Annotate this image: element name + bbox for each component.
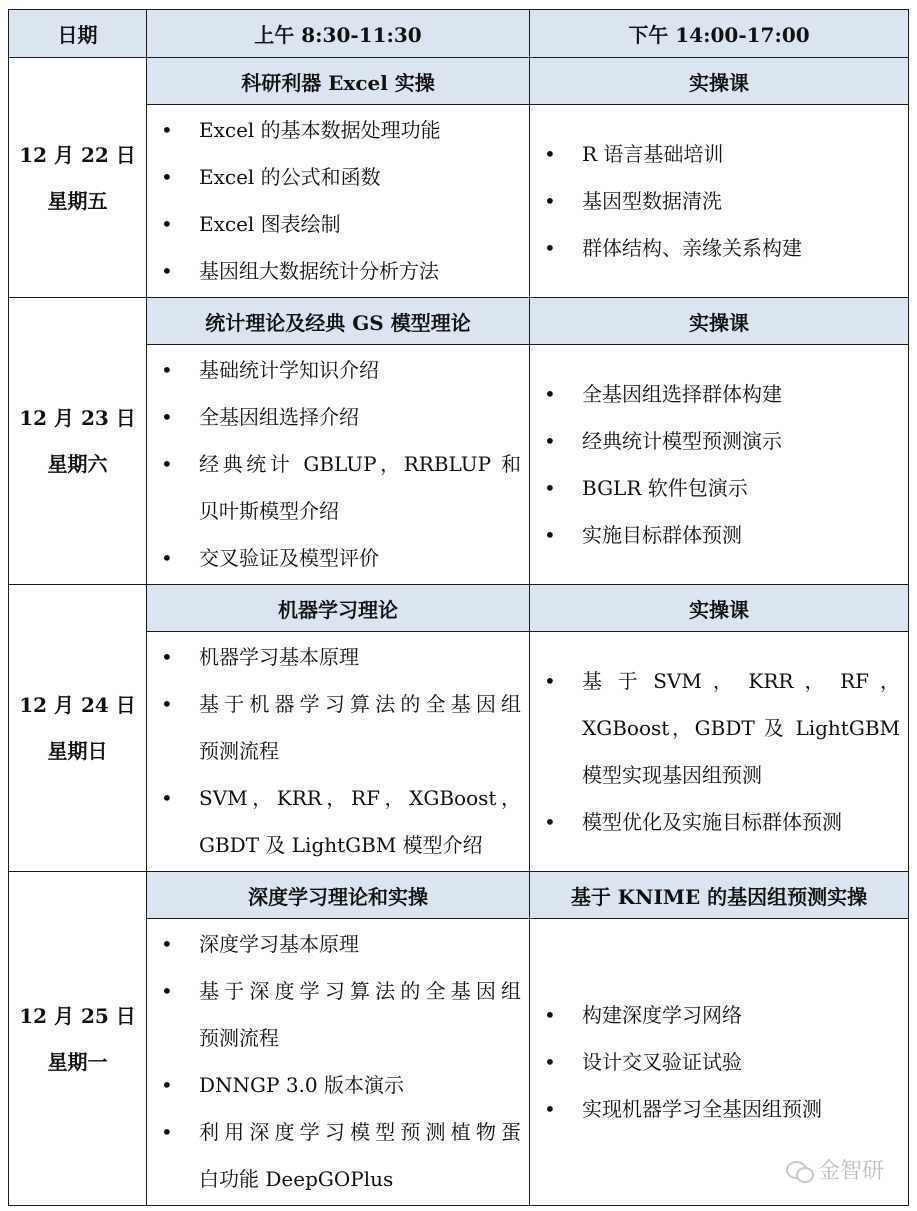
- list-item-text: Excel 的基本数据处理功能: [199, 118, 441, 142]
- morning-list: [147, 347, 529, 582]
- date-label: 12 月 25 日: [19, 1003, 136, 1028]
- list-item-text: 实施目标群体预测: [582, 522, 742, 547]
- morning-session-title: 深度学习理论和实操: [147, 872, 530, 919]
- list-item: [530, 225, 908, 272]
- bullet-icon: •: [161, 786, 173, 810]
- bullet-icon: •: [161, 118, 173, 142]
- list-item-text: R 语言基础培训: [582, 141, 724, 166]
- list-item-text: 基因组大数据统计分析方法: [199, 259, 439, 283]
- afternoon-list-cell: [530, 105, 909, 298]
- list-item-text: 设计交叉验证试验: [582, 1049, 742, 1074]
- bullet-icon: •: [544, 1096, 556, 1121]
- schedule-table: [8, 9, 909, 1206]
- afternoon-session-title: 实操课: [530, 298, 909, 345]
- list-item: [147, 681, 529, 775]
- morning-session-title: 统计理论及经典 GS 模型理论: [147, 298, 530, 345]
- bullet-icon: •: [161, 979, 173, 1003]
- list-item-text: 白功能 DeepGOPlus: [199, 1167, 394, 1191]
- date-label: 12 月 23 日: [19, 406, 136, 430]
- list-item-text: 深度学习基本原理: [199, 932, 359, 956]
- morning-list-cell: [147, 105, 530, 298]
- list-item-text: 基于机器学习算法的全基因组: [199, 692, 521, 716]
- header-afternoon: 下午 14:00-17:00: [530, 10, 909, 58]
- list-item: [147, 154, 529, 201]
- afternoon-list: [530, 131, 908, 272]
- bullet-icon: •: [161, 358, 173, 382]
- list-item: [147, 968, 529, 1062]
- session-title-row: [9, 298, 909, 345]
- list-item: [147, 775, 529, 869]
- afternoon-list: [530, 371, 908, 559]
- list-item-text: 利用深度学习模型预测植物蛋: [199, 1120, 521, 1144]
- list-item-text: BGLR 软件包演示: [582, 475, 748, 500]
- list-item-text: 全基因组选择群体构建: [582, 381, 782, 406]
- date-cell: [9, 298, 147, 585]
- bullet-icon: •: [544, 428, 556, 453]
- list-item-text: Excel 的公式和函数: [199, 165, 381, 189]
- date-cell: [9, 585, 147, 872]
- bullet-icon: •: [544, 809, 556, 834]
- session-title-row: [9, 872, 909, 919]
- session-title-row: [9, 585, 909, 632]
- list-item: [147, 201, 529, 248]
- session-title-row: [9, 58, 909, 105]
- morning-list: [147, 921, 529, 1203]
- bullet-icon: •: [544, 668, 556, 693]
- bullet-icon: •: [544, 235, 556, 260]
- bullet-icon: •: [544, 141, 556, 166]
- afternoon-list-cell: [530, 345, 909, 585]
- list-item-text: Excel 图表绘制: [199, 212, 341, 236]
- list-item-text: 模型优化及实施目标群体预测: [582, 809, 842, 834]
- list-item: [147, 634, 529, 681]
- list-item: [530, 992, 908, 1039]
- list-item-text: 贝叶斯模型介绍: [199, 499, 339, 523]
- morning-session-title: 机器学习理论: [147, 585, 530, 632]
- list-item-text: 模型实现基因组预测: [582, 762, 762, 787]
- bullet-icon: •: [161, 645, 173, 669]
- weekday-label: 星期六: [47, 452, 108, 476]
- list-item-text: XGBoost，GBDT 及 LightGBM: [582, 715, 900, 740]
- list-item: [530, 512, 908, 559]
- bullet-icon: •: [544, 381, 556, 406]
- morning-list-cell: [147, 632, 530, 872]
- list-item: [147, 347, 529, 394]
- list-item: [530, 799, 908, 846]
- bullet-icon: •: [161, 452, 173, 476]
- afternoon-list: [530, 992, 908, 1133]
- list-item-text: 实现机器学习全基因组预测: [582, 1096, 822, 1121]
- afternoon-session-title: 基于 KNIME 的基因组预测实操: [530, 872, 909, 919]
- bullet-icon: •: [161, 692, 173, 716]
- watermark: [786, 1154, 884, 1185]
- list-item: [147, 107, 529, 154]
- list-item-text: 基础统计学知识介绍: [199, 358, 379, 382]
- list-item: [530, 178, 908, 225]
- bullet-icon: •: [161, 405, 173, 429]
- bullet-icon: •: [544, 188, 556, 213]
- weekday-label: 星期一: [47, 1049, 108, 1074]
- list-item-text: 基因型数据清洗: [582, 188, 722, 213]
- watermark-text: 金智研: [818, 1159, 885, 1184]
- afternoon-session-title: 实操课: [530, 58, 909, 105]
- list-item-text: DNNGP 3.0 版本演示: [199, 1073, 404, 1097]
- bullet-icon: •: [161, 1073, 173, 1097]
- list-item-text: 全基因组选择介绍: [199, 405, 359, 429]
- bullet-icon: •: [161, 546, 173, 570]
- list-item: [530, 371, 908, 418]
- date-label: 12 月 24 日: [19, 693, 136, 717]
- list-item: [147, 535, 529, 582]
- list-item-text: 经典统计 GBLUP，RRBLUP 和: [199, 452, 521, 476]
- list-item: [147, 921, 529, 968]
- list-item-text: 交叉验证及模型评价: [199, 546, 379, 570]
- list-item-text: 群体结构、亲缘关系构建: [582, 235, 802, 260]
- list-item-text: 基 于 SVM ， KRR ， RF ，: [582, 668, 900, 693]
- date-cell: [9, 872, 147, 1206]
- list-item-text: 机器学习基本原理: [199, 645, 359, 669]
- bullet-icon: •: [544, 475, 556, 500]
- afternoon-list-cell: [530, 632, 909, 872]
- list-item: [147, 1062, 529, 1109]
- header-morning: 上午 8:30-11:30: [147, 10, 530, 58]
- bullet-icon: •: [161, 259, 173, 283]
- bullet-icon: •: [161, 212, 173, 236]
- list-item: [530, 131, 908, 178]
- list-item: [530, 658, 908, 799]
- date-cell: [9, 58, 147, 298]
- list-item: [147, 1109, 529, 1203]
- list-item-text: 基于深度学习算法的全基因组: [199, 979, 521, 1003]
- weekday-label: 星期五: [47, 188, 108, 213]
- list-item-text: 构建深度学习网络: [582, 1002, 742, 1027]
- bullet-icon: •: [161, 1120, 173, 1144]
- header-row: [9, 10, 909, 58]
- list-item-text: 经典统计模型预测演示: [582, 428, 782, 453]
- morning-list-cell: [147, 345, 530, 585]
- date-label: 12 月 22 日: [19, 142, 136, 167]
- weekday-label: 星期日: [47, 739, 108, 763]
- morning-list: [147, 107, 529, 295]
- list-item-text: GBDT 及 LightGBM 模型介绍: [199, 833, 483, 857]
- morning-list-cell: [147, 919, 530, 1206]
- list-item: [530, 1039, 908, 1086]
- list-item: [147, 394, 529, 441]
- bullet-icon: •: [544, 522, 556, 547]
- list-item-text: SVM，KRR，RF，XGBoost，: [199, 786, 521, 810]
- morning-session-title: 科研利器 Excel 实操: [147, 58, 530, 105]
- afternoon-session-title: 实操课: [530, 585, 909, 632]
- list-item: [530, 465, 908, 512]
- list-item-text: 预测流程: [199, 1026, 279, 1050]
- list-item: [147, 248, 529, 295]
- list-item: [530, 418, 908, 465]
- list-item: [530, 1086, 908, 1133]
- bullet-icon: •: [161, 165, 173, 189]
- bullet-icon: •: [544, 1002, 556, 1027]
- afternoon-list: [530, 658, 908, 846]
- bullet-icon: •: [161, 932, 173, 956]
- header-date: 日期: [9, 10, 147, 58]
- morning-list: [147, 634, 529, 869]
- list-item-text: 预测流程: [199, 739, 279, 763]
- wechat-icon: [786, 1161, 812, 1181]
- list-item: [147, 441, 529, 535]
- bullet-icon: •: [544, 1049, 556, 1074]
